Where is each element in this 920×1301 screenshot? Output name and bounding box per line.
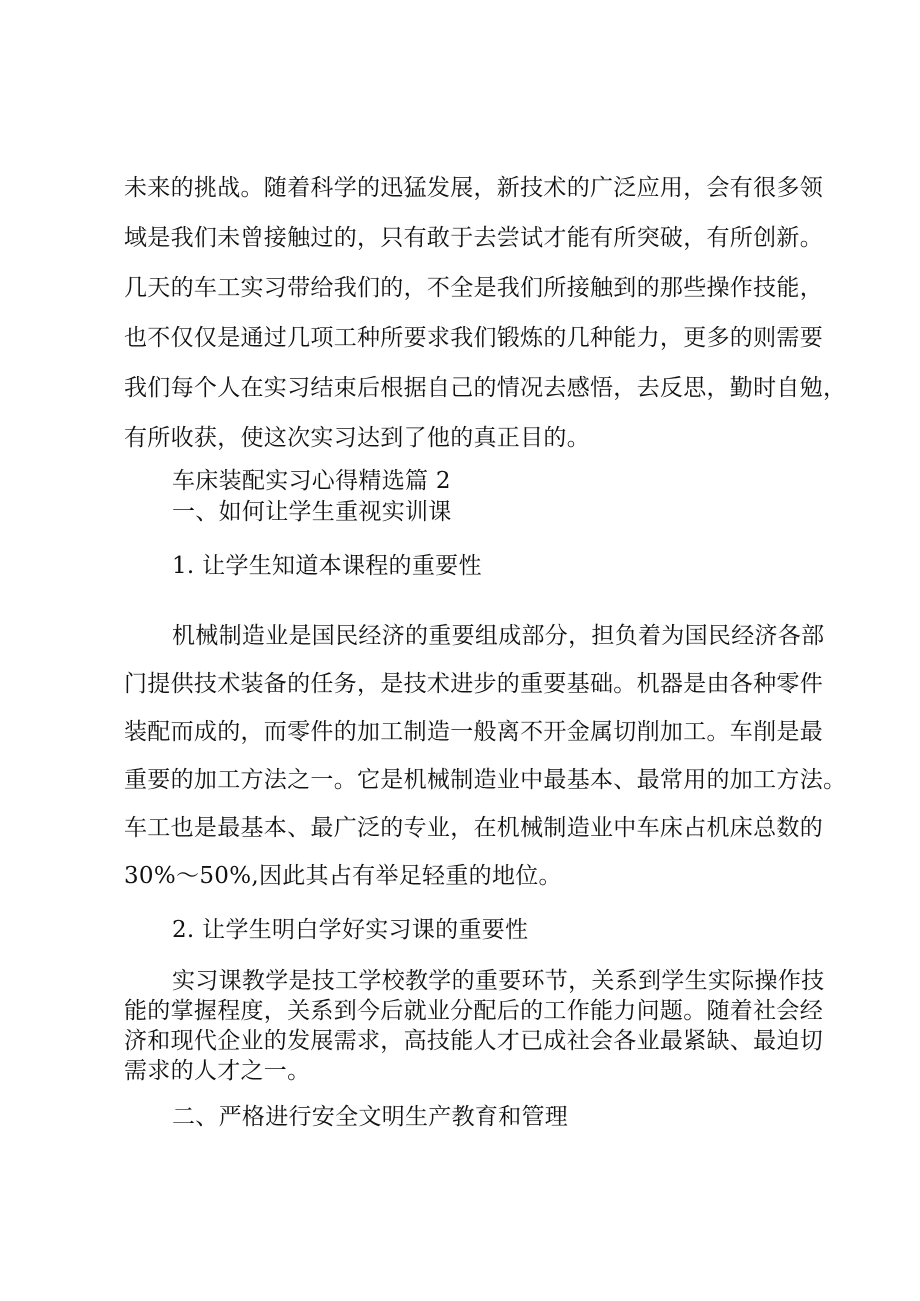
- paragraph-line: 装配而成的，而零件的加工制造一般离不开金属切削加工。车削是最: [124, 719, 823, 745]
- intro-line: 几天的车工实习带给我们的，不全是我们所接触到的那些操作技能，: [124, 275, 823, 301]
- paragraph-line: 30%～50%,因此其占有举足轻重的地位。: [124, 863, 562, 889]
- intro-line: 有所收获，使这次实习达到了他的真正目的。: [124, 425, 590, 451]
- paragraph-line: 门提供技术装备的任务，是技术进步的重要基础。机器是由各种零件: [124, 671, 823, 697]
- intro-line: 域是我们未曾接触过的，只有敢于去尝试才能有所突破，有所创新。: [124, 225, 823, 251]
- section-heading-1: 一、如何让学生重视实训课: [172, 499, 452, 525]
- paragraph-line: 重要的加工方法之一。它是机械制造业中最基本、最常用的加工方法。: [124, 767, 847, 793]
- paragraph-line: 机械制造业是国民经济的重要组成部分，担负着为国民经济各部: [172, 623, 825, 649]
- paragraph-line: 能的掌握程度，关系到今后就业分配后的工作能力问题。随着社会经: [124, 998, 823, 1024]
- intro-line: 也不仅仅是通过几项工种所要求我们锻炼的几种能力，更多的则需要: [124, 325, 823, 351]
- paragraph-line: 需求的人才之一。: [124, 1058, 311, 1084]
- subheading-1: 1. 让学生知道本课程的重要性: [172, 553, 482, 579]
- subheading-2: 2. 让学生明白学好实习课的重要性: [172, 917, 529, 943]
- article-title: 车床装配实习心得精选篇 2: [172, 468, 451, 494]
- paragraph-line: 实习课教学是技工学校教学的重要环节，关系到学生实际操作技: [172, 968, 825, 994]
- intro-line: 我们每个人在实习结束后根据自己的情况去感悟，去反思，勤时自勉，: [124, 375, 847, 401]
- paragraph-line: 济和现代企业的发展需求，高技能人才已成社会各业最紧缺、最迫切: [124, 1028, 823, 1054]
- section-heading-2: 二、严格进行安全文明生产教育和管理: [172, 1104, 569, 1130]
- intro-line: 未来的挑战。随着科学的迅猛发展，新技术的广泛应用，会有很多领: [124, 175, 823, 201]
- paragraph-line: 车工也是最基本、最广泛的专业，在机械制造业中车床占机床总数的: [124, 815, 823, 841]
